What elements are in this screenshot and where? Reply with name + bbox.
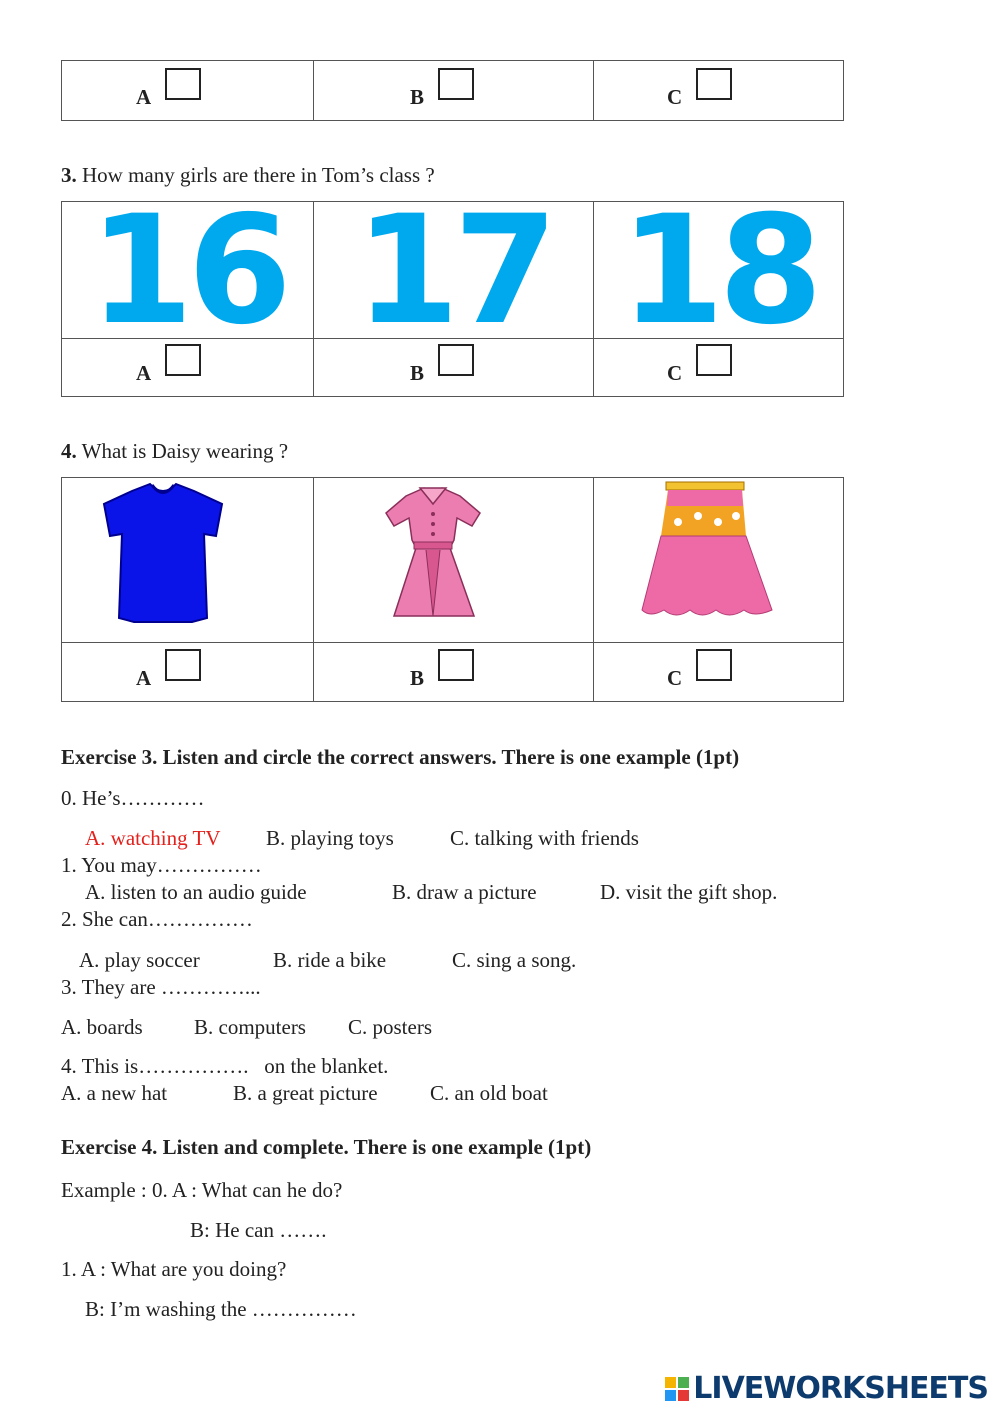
option-letter: A: [136, 361, 152, 385]
ex3-item-3-option-c[interactable]: C. posters: [348, 1015, 432, 1039]
ex4-q1-b[interactable]: B: I’m washing the ……………: [85, 1297, 357, 1321]
ex3-item-2-stem: 2. She can……………: [61, 907, 253, 931]
number-17: 17: [355, 184, 552, 358]
answer-checkbox-a[interactable]: [165, 649, 201, 681]
option-letter: C: [667, 666, 683, 690]
logo-text: LIVEWORKSHEETS: [693, 1371, 988, 1406]
q2-answer-table: [61, 60, 844, 121]
option-cell-a: [62, 643, 313, 701]
ex3-item-2-option-a[interactable]: A. play soccer: [79, 948, 200, 972]
answer-checkbox-b[interactable]: [438, 68, 474, 100]
answer-checkbox-a[interactable]: [165, 344, 201, 376]
ex3-item-4-option-c[interactable]: C. an old boat: [430, 1081, 548, 1105]
option-letter: C: [667, 361, 683, 385]
option-cell-a: [62, 339, 313, 396]
ex3-item-0-option-c[interactable]: C. talking with friends: [450, 826, 639, 850]
q4-table: [61, 477, 844, 702]
exercise-4-title: Exercise 4. Listen and complete. There is one example (1pt): [61, 1135, 592, 1159]
question-number: 3.: [61, 163, 77, 187]
ex3-item-2-option-c[interactable]: C. sing a song.: [452, 948, 577, 972]
option-cell-b: [313, 61, 593, 120]
question-4: [61, 439, 288, 464]
liveworksheets-logo: [665, 1371, 988, 1406]
ex3-item-4-stem: 4. This is……………. on the blanket.: [61, 1054, 389, 1078]
ex4-example-a: Example : 0. A : What can he do?: [61, 1178, 343, 1202]
ex3-item-1-stem: 1. You may……………: [61, 853, 262, 877]
option-letter: A: [136, 85, 152, 109]
image-cell: [313, 478, 593, 642]
option-letter: C: [667, 85, 683, 109]
question-text: What is Daisy wearing ?: [81, 439, 289, 463]
ex3-item-1-option-b[interactable]: B. draw a picture: [392, 880, 537, 904]
ex3-item-4-option-a[interactable]: A. a new hat: [61, 1081, 168, 1105]
image-cell: [62, 478, 313, 642]
option-cell-b: [313, 643, 593, 701]
number-cell: [62, 184, 313, 358]
answer-checkbox-c[interactable]: [696, 68, 732, 100]
option-cell-a: [62, 61, 313, 120]
option-letter: B: [410, 361, 425, 385]
q3-table: [61, 184, 844, 397]
ex4-q1-a: 1. A : What are you doing?: [61, 1257, 287, 1281]
skirt-icon: [594, 478, 844, 642]
option-letter: A: [136, 666, 152, 690]
option-letter: B: [410, 666, 425, 690]
ex3-item-4-option-b[interactable]: B. a great picture: [233, 1081, 378, 1105]
number-18: 18: [620, 184, 817, 358]
question-number: 4.: [61, 439, 77, 463]
ex3-item-2-option-b[interactable]: B. ride a bike: [273, 948, 387, 972]
ex3-item-1-option-a[interactable]: A. listen to an audio guide: [85, 880, 307, 904]
ex3-item-1-option-c[interactable]: D. visit the gift shop.: [600, 880, 778, 904]
ex3-item-0-option-a[interactable]: A. watching TV: [85, 826, 221, 850]
ex3-item-0-option-b[interactable]: B. playing toys: [266, 826, 394, 850]
ex3-item-0-stem: 0. He’s…………: [61, 786, 205, 810]
question-text: How many girls are there in Tom’s class ?: [82, 163, 435, 187]
answer-checkbox-c[interactable]: [696, 344, 732, 376]
number-cell: [593, 184, 843, 358]
number-cell: [313, 184, 593, 358]
ex3-item-3-option-a[interactable]: A. boards: [61, 1015, 143, 1039]
dress-icon: [314, 478, 594, 642]
ex4-example-b: B: He can …….: [190, 1218, 327, 1242]
option-cell-c: [593, 643, 843, 701]
answer-checkbox-b[interactable]: [438, 344, 474, 376]
answer-checkbox-b[interactable]: [438, 649, 474, 681]
tshirt-icon: [62, 478, 313, 642]
option-cell-b: [313, 339, 593, 396]
option-cell-c: [593, 339, 843, 396]
ex3-item-3-option-b[interactable]: B. computers: [194, 1015, 306, 1039]
ex3-item-3-stem: 3. They are …………...: [61, 975, 261, 999]
option-letter: B: [410, 85, 425, 109]
logo-blocks-icon: [665, 1377, 689, 1401]
answer-checkbox-c[interactable]: [696, 649, 732, 681]
number-16: 16: [89, 184, 286, 358]
option-cell-c: [593, 61, 843, 120]
image-cell: [593, 478, 843, 642]
exercise-3-title: Exercise 3. Listen and circle the correct answers. There is one example (1pt): [61, 745, 740, 769]
answer-checkbox-a[interactable]: [165, 68, 201, 100]
